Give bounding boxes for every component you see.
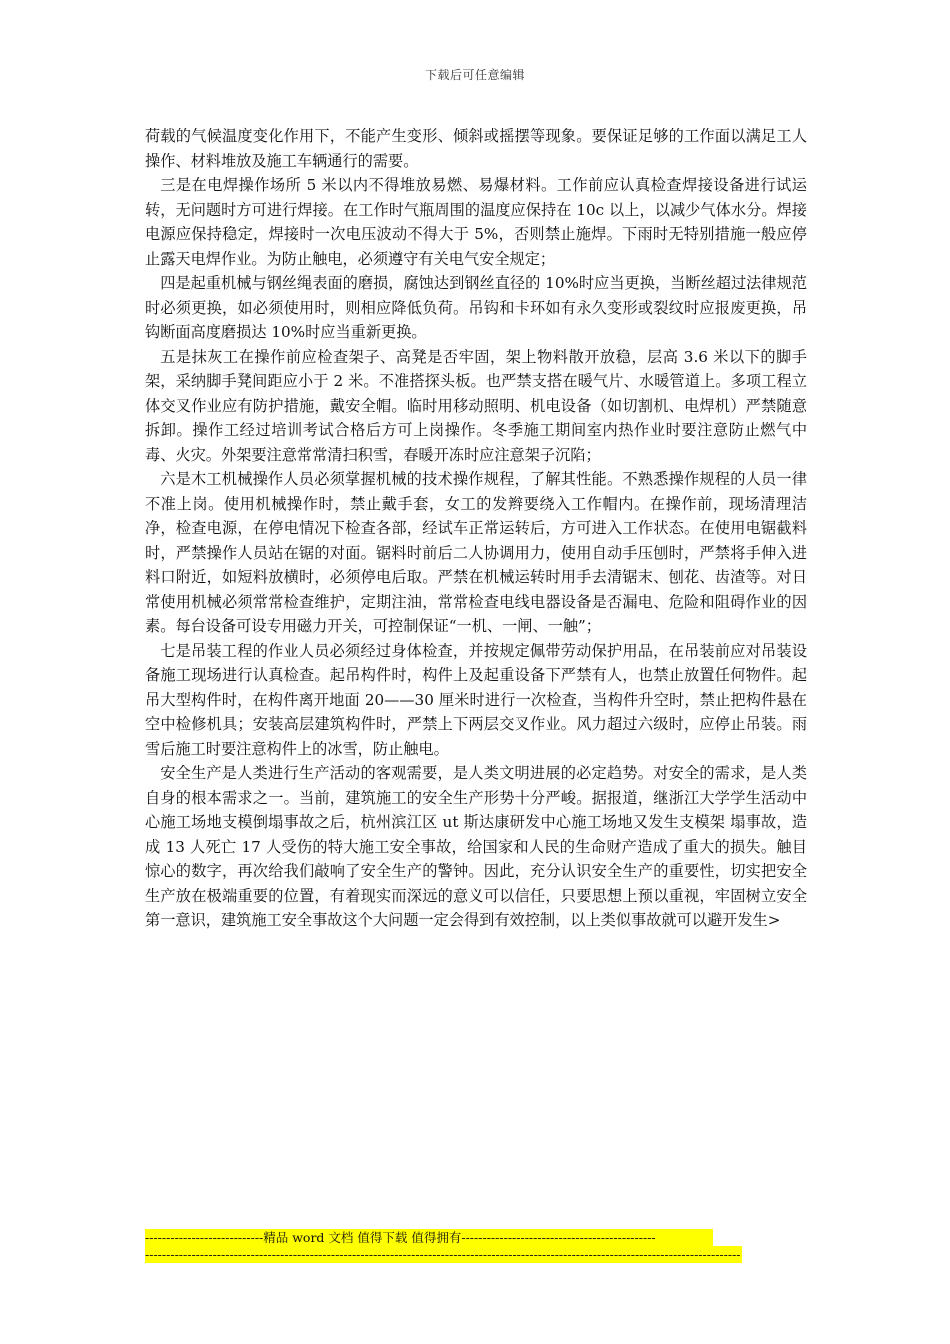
paragraph-welding: 三是在电焊操作场所 5 米以内不得堆放易燃、易爆材料。工作前应认真检查焊接设备进行试运转，无问题时方可进行焊接。在工作时气瓶周围的温度应保持在 10c 以上，以减少气体水分。焊接电源应保持稳定，焊接时一次电压波动不得大于 5%，否则禁止施焊。下雨时无特别措施一般应停止露天电焊作业。为防止触电，必须遵守有关电气安全规定； — [145, 176, 807, 268]
paragraph-woodworking: 六是木工机械操作人员必须掌握机械的技术操作规程，了解其性能。不熟悉操作规程的人员一律不准上岗。使用机械操作时，禁止戴手套，女工的发辫要绕入工作帽内。在操作前，现场清理洁净，检查电源，在停电情况下检查各部，经试车正常运转后，方可进入工作状态。在使用电锯截料时，严禁操作人员站在锯的对面。锯料时前后二人协调用力，使用自动手压刨时，严禁将手伸入进料口附近，如短料放横时，必须停电后取。严禁在机械运转时用手去清锯末、刨花、齿渣等。对日常使用机械必须常常检查维护，定期注油，常常检查电线电器设备是否漏电、危险和阻碍作业的因素。每台设备可设专用磁力开关，可控制保证“一机、一闸、一触”； — [145, 470, 807, 635]
paragraph-plastering: 五是抹灰工在操作前应检查架子、高凳是否牢固，架上物料散开放稳，层高 3.6 米以下的脚手架，采纳脚手凳间距应小于 2 米。不准搭探头板。也严禁支搭在暖气片、水暖管道上。多项工程立体交叉作业应有防护措施，戴安全帽。临时用移动照明、机电设备（如切割机、电焊机）严禁随意拆卸。操作工经过培训考试合格后方可上岗操作。冬季施工期间室内热作业时要注意防止燃气中毒、火灾。外架要注意常常清扫积雪，春暖开冻时应注意架子沉陷； — [145, 347, 807, 464]
paragraph-lifting-machinery: 四是起重机械与钢丝绳表面的磨损，腐蚀达到钢丝直径的 10%时应当更换，当断丝超过法律规范时必须更换，如必须使用时，则相应降低负荷。吊钩和卡环如有永久变形或裂纹时应报废更换，吊钩断面高度磨损达 10%时应当重新更换。 — [145, 274, 807, 341]
page-header-note: 下载后可任意编辑 — [424, 68, 525, 82]
footer-banner — [145, 1229, 742, 1263]
paragraph-safety-summary: 安全生产是人类进行生产活动的客观需要，是人类文明进展的必定趋势。对安全的需求，是人类自身的根本需求之一。当前，建筑施工的安全生产形势十分严峻。据报道，继浙江大学学生活动中心施工场地支模倒塌事故之后，杭州滨江区 ut 斯达康研发中心施工场地又发生支模架 塌事故，造成 13 人死亡 17 人受伤的特大施工安全事故，给国家和人民的生命财产造成了重大的损失。触目惊心的数字，再次给我们敲响了安全生产的警钟。因此，充分认识安全生产的重要性，切实把安全生产放在极端重要的位置，有着现实而深远的意义可以信任，只要思想上预以重视，牢固树立安全第一意识，建筑施工安全事故这个大问题一定会得到有效控制，以上类似事故就可以避开发生> — [145, 764, 807, 929]
footer-line-1: ----------------------------精品 word 文档 值得下载 值得拥有---------------------------------------------- — [145, 1229, 713, 1246]
document-body — [145, 124, 807, 933]
paragraph-continuation: 荷载的气候温度变化作用下，不能产生变形、倾斜或摇摆等现象。要保证足够的工作面以满足工人操作、材料堆放及施工车辆通行的需要。 — [145, 127, 807, 170]
paragraph-hoisting: 七是吊装工程的作业人员必须经过身体检查，并按规定佩带劳动保护用品，在吊装前应对吊装设备施工现场进行认真检查。起吊构件时，构件上及起重设备下严禁有人，也禁止放置任何物件。起吊大型构件时，在构件离开地面 20——30 厘米时进行一次检查，当构件升空时，禁止把构件悬在空中检修机具；安装高层建筑构件时，严禁上下两层交叉作业。风力超过六级时，应停止吊装。雨雪后施工时要注意构件上的冰雪，防止触电。 — [145, 641, 807, 758]
footer-line-2: --------------------------------------------------------------------------------------------------------------------------------------------- — [145, 1247, 741, 1262]
